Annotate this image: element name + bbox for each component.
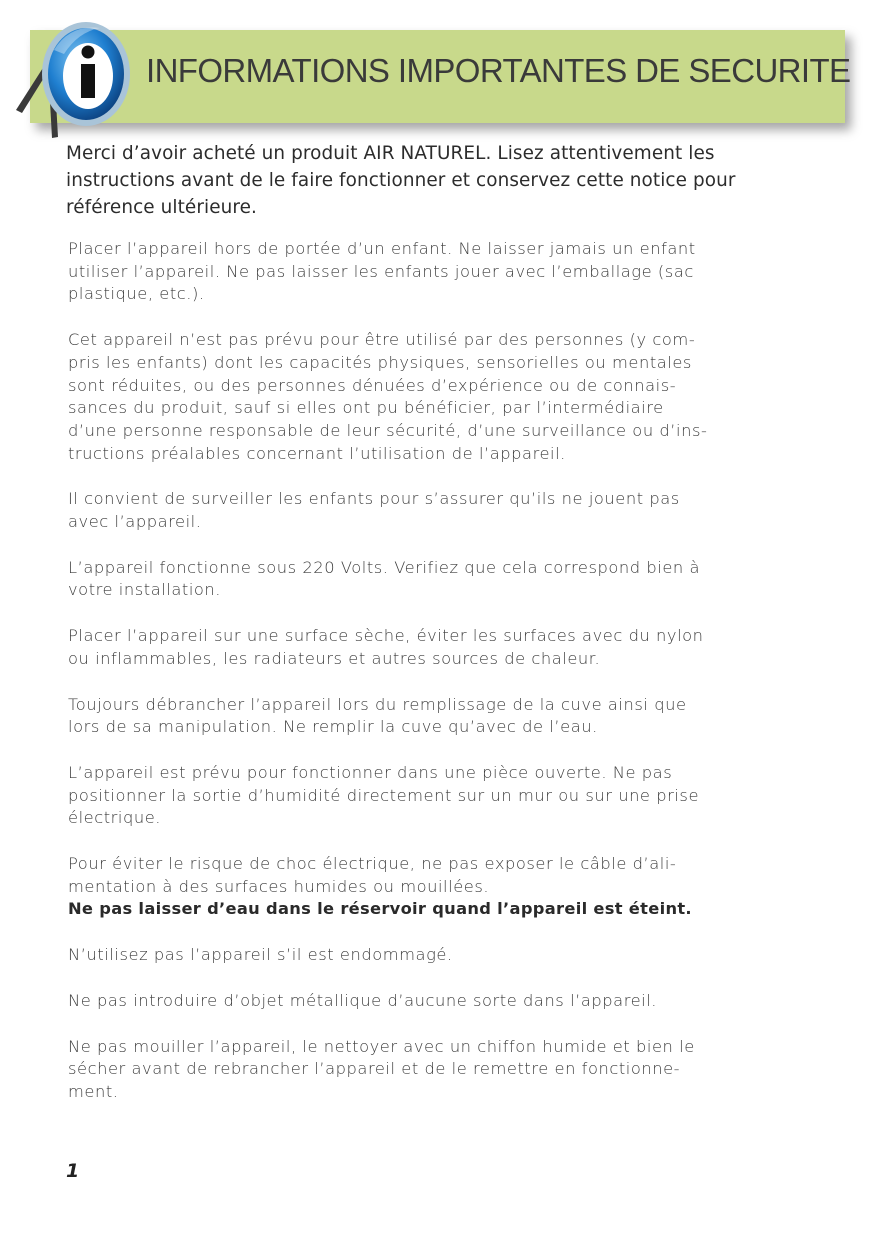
text-line: L’appareil est prévu pour fonctionner dans une pièce ouverte. Ne pas [68, 762, 673, 782]
instruction-paragraph [68, 238, 828, 306]
text-line: lors de sa manipulation. Ne remplir la cuve qu’avec de l’eau. [68, 717, 598, 737]
text-line: votre installation. [68, 580, 222, 600]
instruction-paragraph [68, 990, 828, 1013]
text-line: ou inflammables, les radiateurs et autres sources de chaleur. [68, 648, 601, 668]
text-line: Toujours débrancher l’appareil lors du remplissage de la cuve ainsi que [68, 694, 687, 714]
text-line: sances du produit, sauf si elles ont pu bénéficier, par l’intermédiaire [68, 398, 664, 418]
text-line: d’une personne responsable de leur sécurité, d’une surveillance ou d’ins- [68, 420, 708, 440]
instruction-paragraph [68, 488, 828, 533]
intro-line: référence ultérieure. [66, 197, 258, 218]
text-line: ment. [68, 1081, 119, 1101]
text-line: pris les enfants) dont les capacités physiques, sensorielles ou mentales [68, 352, 692, 372]
text-line: utiliser l’appareil. Ne pas laisser les enfants jouer avec l’emballage (sac [68, 261, 694, 281]
text-line: plastique, etc.). [68, 284, 205, 304]
text-line: Placer l’appareil sur une surface sèche, éviter les surfaces avec du nylon [68, 626, 704, 646]
page-title: INFORMATIONS IMPORTANTES DE SECURITE [146, 52, 851, 89]
instruction-paragraph [68, 557, 828, 602]
instruction-paragraph [68, 762, 828, 830]
title-banner [30, 30, 851, 123]
text-line: électrique. [68, 808, 162, 828]
page-number: 1 [66, 1160, 80, 1182]
instruction-paragraph [68, 625, 828, 670]
text-line: Cet appareil n’est pas prévu pour être utilisé par des personnes (y com- [68, 330, 696, 350]
text-line: Placer l’appareil hors de portée d’un enfant. Ne laisser jamais un enfant [68, 239, 696, 258]
instruction-paragraph [68, 853, 828, 921]
text-line: L’appareil fonctionne sous 220 Volts. Verifiez que cela correspond bien à [68, 557, 701, 577]
info-icon [8, 10, 138, 138]
text-line: Ne pas introduire d’objet métallique d’aucune sorte dans l’appareil. [68, 990, 658, 1010]
text-line: Pour éviter le risque de choc électrique, ne pas exposer le câble d’ali- [68, 854, 677, 874]
text-line: positionner la sortie d’humidité directement sur un mur ou sur une prise [68, 785, 700, 805]
bold-warning: Ne pas laisser d’eau dans le réservoir quand l’appareil est éteint. [68, 899, 692, 919]
text-line: sécher avant de rebrancher l’appareil et de le remettre en fonctionne- [68, 1059, 681, 1079]
text-line: sont réduites, ou des personnes dénuées d’expérience ou de connais- [68, 375, 677, 395]
intro-line: Merci d’avoir acheté un produit AIR NATUREL. Lisez attentivement les [66, 143, 715, 164]
intro-line: instructions avant de le faire fonctionner et conservez cette notice pour [66, 170, 736, 191]
text-line: Ne pas mouiller l’appareil, le nettoyer avec un chiffon humide et bien le [68, 1036, 695, 1056]
instruction-paragraph [68, 944, 828, 967]
text-line: mentation à des surfaces humides ou mouillées. [68, 876, 490, 896]
instruction-paragraph [68, 694, 828, 739]
instruction-paragraph [68, 1036, 828, 1104]
instruction-paragraph [68, 329, 828, 465]
text-line: N’utilisez pas l’appareil s’il est endommagé. [68, 945, 453, 965]
intro-text [66, 140, 846, 221]
text-line: avec l’appareil. [68, 512, 202, 532]
text-line: Il convient de surveiller les enfants pour s’assurer qu’ils ne jouent pas [68, 489, 680, 509]
safety-instructions [68, 238, 828, 1127]
text-line: tructions préalables concernant l’utilisation de l’appareil. [68, 443, 566, 463]
